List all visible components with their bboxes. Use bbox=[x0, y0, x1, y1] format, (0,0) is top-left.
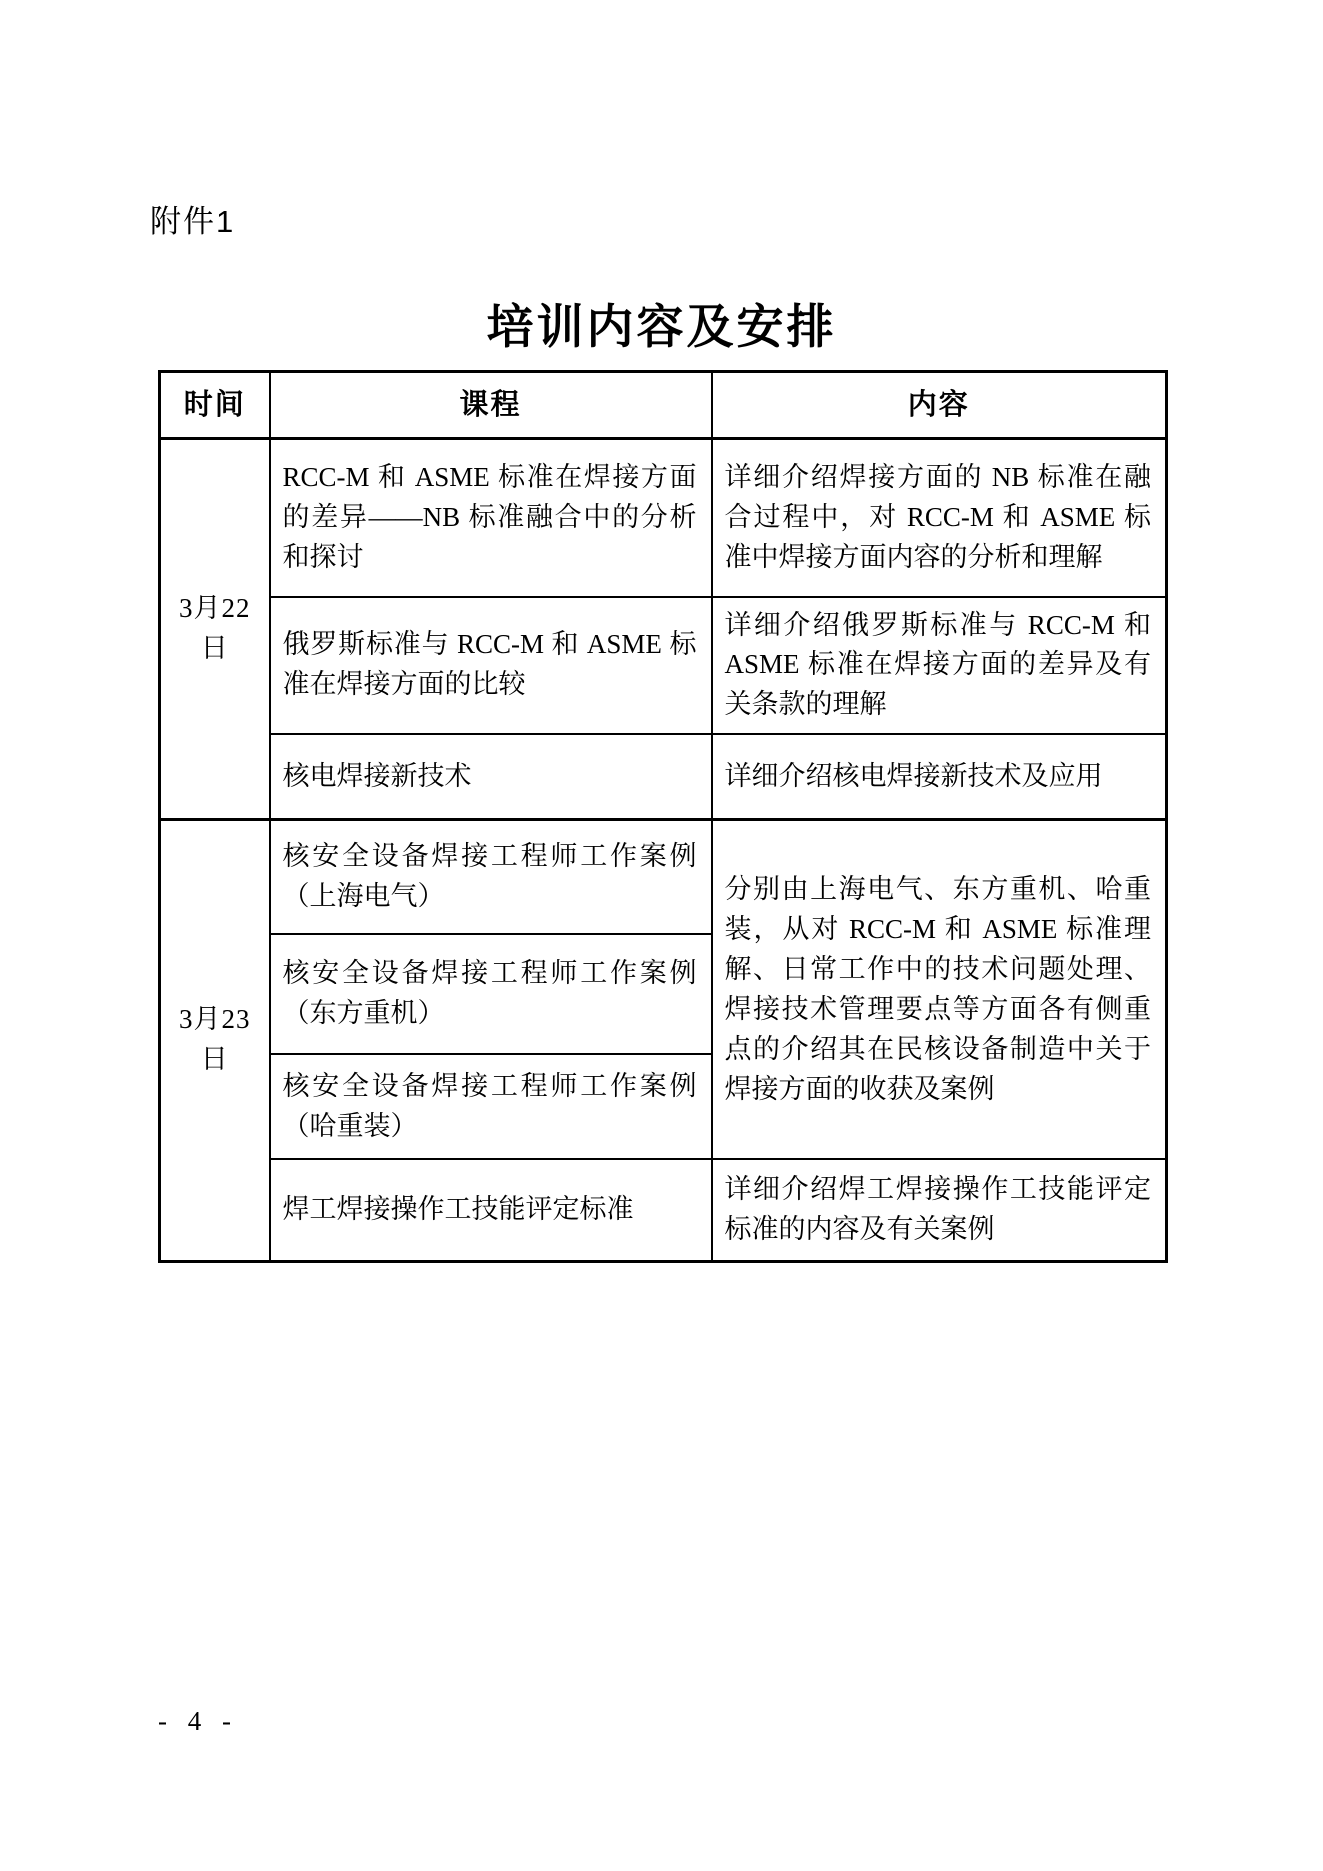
content-cell: 详细介绍焊工焊接操作工技能评定标准的内容及有关案例 bbox=[712, 1159, 1167, 1261]
course-cell: 核安全设备焊接工程师工作案例（东方重机） bbox=[270, 934, 712, 1054]
course-cell: 核安全设备焊接工程师工作案例（哈重装） bbox=[270, 1054, 712, 1159]
training-schedule-table bbox=[158, 370, 1168, 1263]
page-number: - 4 - bbox=[158, 1706, 238, 1736]
course-cell: RCC-M 和 ASME 标准在焊接方面的差异——NB 标准融合中的分析和探讨 bbox=[270, 439, 712, 597]
attachment-label: 附件1 bbox=[150, 204, 236, 239]
table-row bbox=[160, 819, 1167, 934]
header-cell-content: 内容 bbox=[712, 372, 1167, 439]
course-cell: 俄罗斯标准与 RCC-M 和 ASME 标准在焊接方面的比较 bbox=[270, 597, 712, 735]
content-cell-merged: 分别由上海电气、东方重机、哈重装，从对 RCC-M 和 ASME 标准理解、日常工作中的技术问题处理、焊接技术管理要点等方面各有侧重点的介绍其在民核设备制造中关于焊接方面的收获及案例 bbox=[712, 819, 1167, 1159]
header-cell-course: 课程 bbox=[270, 372, 712, 439]
content-cell: 详细介绍核电焊接新技术及应用 bbox=[712, 734, 1167, 819]
table-header-row bbox=[160, 372, 1167, 439]
course-cell: 焊工焊接操作工技能评定标准 bbox=[270, 1159, 712, 1261]
table-row bbox=[160, 597, 1167, 735]
content-cell: 详细介绍焊接方面的 NB 标准在融合过程中，对 RCC-M 和 ASME 标准中焊接方面内容的分析和理解 bbox=[712, 439, 1167, 597]
course-cell: 核电焊接新技术 bbox=[270, 734, 712, 819]
table-row bbox=[160, 439, 1167, 597]
time-cell-mar23: 3月23日 bbox=[160, 819, 270, 1261]
content-cell: 详细介绍俄罗斯标准与 RCC-M 和 ASME 标准在焊接方面的差异及有关条款的理解 bbox=[712, 597, 1167, 735]
time-cell-mar22: 3月22日 bbox=[160, 439, 270, 820]
table-row bbox=[160, 734, 1167, 819]
header-cell-time: 时间 bbox=[160, 372, 270, 439]
table-row bbox=[160, 1159, 1167, 1261]
page-title: 培训内容及安排 bbox=[486, 302, 837, 354]
course-cell: 核安全设备焊接工程师工作案例（上海电气） bbox=[270, 819, 712, 934]
